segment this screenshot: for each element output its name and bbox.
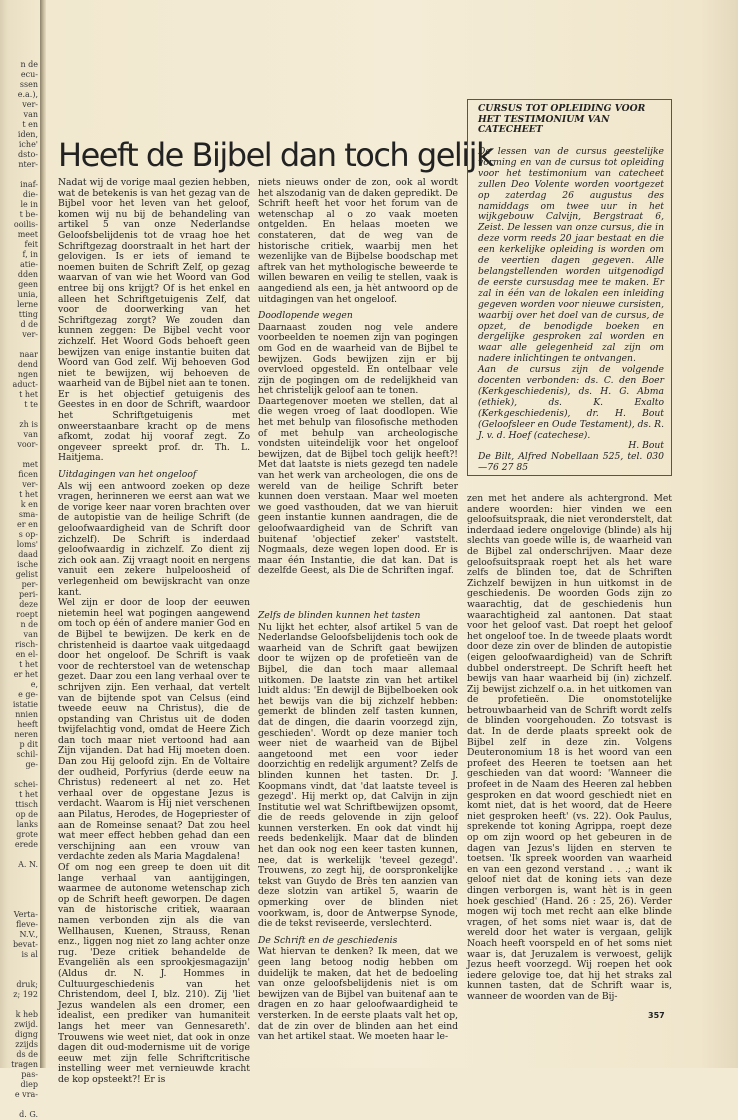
margin-text-fragment [0, 410, 42, 420]
margin-text-fragment: A. N. [18, 860, 38, 869]
margin-text-fragment: gelist [15, 570, 38, 579]
margin-text-fragment: nnien [15, 710, 38, 719]
previous-page-margin-text [0, 60, 42, 1119]
margin-text-fragment: zzijds [15, 1040, 38, 1049]
margin-text-fragment: van [23, 110, 38, 119]
margin-text-fragment: ver- [22, 100, 38, 109]
margin-text-fragment: k en [20, 500, 38, 509]
section-heading: Uitdagingen van het ongeloof [58, 469, 197, 481]
margin-text-fragment: ecu- [20, 70, 38, 79]
margin-text-fragment: ngen [17, 370, 38, 379]
margin-text-fragment: schil- [16, 750, 38, 759]
margin-text-fragment: p dit [19, 740, 38, 749]
margin-text-fragment: feit [24, 240, 38, 249]
margin-text-fragment: van [23, 430, 38, 439]
body-paragraph: Nadat wij de vorige maal gezien hebben, wat de betekenis is van het gezag van de Bijbel voor het leven van het geloof, komen wij nu bij de behandeling van artikel 5 van onze Nederlandse Geloofsbelijdenis tot de vraag hoe het Schriftgezag doorstraalt in het hart der gelovigen. Is er iets of iemand te noemen buiten de Schrift Zelf, op gezag waarvan of van wie het Woord van God entree bij ons krijgt? Of is het enkel en alleen het Schriftgetuigenis Zelf, dat voor de doorwerking van het Schriftgezag zorgt? We zouden dan kunnen zeggen: De Bijbel vecht voor zichzelf. Het Woord Gods behoeft geen bewijzen van enige instantie buiten dat Woord van God zelf. Wij behoeven God niet te bewijzen, wij behoeven de waarheid van de Bijbel niet aan te tonen. Er is het objectief getuigenis des Geestes in en door de Schrift, waardoor het Schriftgetuigenis met onweerstaanbare kracht op de mens afkomt, zodat hij vooraf zegt. Zo ongeveer spreekt prof. dr. Th. L. Haitjema. [58, 177, 250, 464]
announcement-body [478, 147, 664, 474]
margin-text-fragment: t be- [19, 210, 38, 219]
section-heading: Zelfs de blinden kunnen het tasten [258, 610, 421, 621]
margin-text-fragment: lanks [16, 820, 38, 829]
body-paragraph: Wel zijn er door de loop der eeuwen nietemin heel wat pogingen aangewend om toch op één of andere manier God en de Bijbel te bewijzen. De kerk en de christenheid is daartoe vaak uitgedaagd door het ongeloof. De Schrift is vaak voor de rechterstoel van de wetenschap gezet. Daar zou een lang verhaal over te schrijven zijn. Een verhaal, dat vertelt van de bijtende spot van Celsus (eind tweede eeuw na Christus), die de opstanding van Christus uit de doden twijfelachtig vond, omdat de Heere Zich dan toch maar niet vertoond had aan Zijn vijanden. Dat had Hij moeten doen. Dan zou Hij geloofd zijn. En de Voltaire der oudheid, Porfyrius (derde eeuw na Christus) redeneert al net zo. Het verhaal over de opgestane Jezus is verdacht. Waarom is Hij niet verschenen aan Pilatus, Herodes, de Hogepriester of aan de Romeinse senaat? Dat zou heel wat meer effect hebben gehad dan een verschijning aan een vrouw van verdachte zeden als Maria Magdalena! [58, 597, 250, 863]
announcement-signature: H. Bout [628, 440, 664, 452]
margin-text-fragment: t het [19, 390, 38, 399]
margin-text-fragment: roept [16, 610, 38, 619]
margin-text-fragment [0, 880, 42, 890]
margin-text-fragment [0, 1000, 42, 1010]
margin-text-fragment: z; 192 [13, 990, 38, 999]
margin-text-fragment: t het [19, 490, 38, 499]
margin-text-fragment: ssen [19, 80, 38, 89]
margin-text-fragment: grote [16, 830, 38, 839]
margin-text-fragment: nter- [18, 160, 38, 169]
margin-text-fragment [0, 340, 42, 350]
margin-text-fragment [0, 960, 42, 970]
margin-text-fragment: risch- [15, 640, 38, 649]
margin-text-fragment: ver- [22, 480, 38, 489]
margin-text-fragment: ische [16, 560, 38, 569]
margin-text-fragment [0, 770, 42, 780]
page-number: 357 [648, 1011, 665, 1020]
body-paragraph: zen met het andere als achtergrond. Met andere woorden: hier vinden we een geloofsuitspraak, die niet veronderstelt, dat inderdaad iedere ongelovige (blinde) als hij slechts van goede wille is, de waarheid van de Bijbel zal onderschrijven. Maar deze geloofsuitspraak roept het als het ware zelfs de blinden toe, dat de Schriften Zichzelf bewijzen in hun uitkomst in de geschiedenis. De woorden Gods zijn zo waarachtig, dat de geschiedenis hun waarachtigheid zal aantonen. Dat staat voor het geloof vast. Dat roept het geloof het ongeloof toe. In de tweede plaats wordt door deze zin over de blinden de autopistie (eigen geloofwaardigheid) van de Schrift dubbel onderstreept. De Schrift heeft het bewijs van haar waarheid bij (in) zichzelf. Zij bewijst zichzelf o.a. in het uitkomen van de profetieën. Die onomstotelijke betrouwbaarheid van de Schrift wordt zelfs de blinden voorgehouden. Zo totsvast is dat. In de derde plaats spreekt ook de Bijbel zelf in deze zin. Volgens Deuteronomium 18 is het woord van een profeet des Heeren te toetsen aan het geschieden van dat woord: 'Wanneer die profeet in de Naam des Heeren zal hebben gesproken en dat woord geschiedt niet en komt niet, dat is het woord, dat de Heere niet gesproken heeft' (vs. 22). Ook Paulus, sprekende tot koning Agrippa, roept deze op om zijn woord op het gebeuren in de dagen van Jezus's lijden en sterven te toetsen. 'Ik spreek woorden van waarheid en van een gezond verstand . . .; want ik geloof niet dat de koning iets van deze dingen verborgen is, want hèt is in geen hoek geschied' (Hand. 26 : 25, 26). Verder mogen wij toch met recht aan elke blinde vragen, of het soms niet waar is, dat de wereld door het water is vergaan, gelijk Noach heeft voorspeld en of het soms niet waar is, dat Jeruzalem is verwoest, gelijk Jezus heeft voorzegd. Wij roepen het ook iedere gelovige toe, dat hij het straks zal kunnen tasten, dat de Schrift waar is, wanneer de woorden van de Bij- [467, 493, 672, 1002]
margin-text-fragment: peri- [19, 590, 38, 599]
margin-text-fragment: d. G. [19, 1110, 38, 1119]
margin-text-fragment: neren [14, 730, 38, 739]
margin-text-fragment: bevat- [12, 940, 38, 949]
margin-text-fragment: er het [13, 670, 38, 679]
margin-text-fragment: op de [15, 810, 38, 819]
margin-text-fragment: digng [14, 1030, 38, 1039]
article-column-2-top [258, 178, 458, 602]
margin-text-fragment [0, 450, 42, 460]
margin-text-fragment: f, in [22, 250, 38, 259]
margin-text-fragment: e, [30, 680, 38, 689]
margin-text-fragment: dden [17, 270, 38, 279]
announcement-address: De Bilt, Alfred Nobellaan 525, tel. 030—76 27 85 [478, 451, 664, 474]
margin-text-fragment: ficen [18, 470, 38, 479]
margin-text-fragment: erede [14, 840, 38, 849]
margin-text-fragment: e vra- [14, 1090, 38, 1099]
margin-text-fragment: en el- [15, 650, 38, 659]
margin-text-fragment: d de [20, 320, 38, 329]
margin-text-fragment: er en [17, 520, 38, 529]
margin-text-fragment: tting [18, 310, 38, 319]
margin-text-fragment: geen [18, 280, 38, 289]
margin-text-fragment: iche' [18, 140, 38, 149]
margin-text-fragment: n de [20, 60, 38, 69]
body-paragraph: Nu lijkt het echter, alsof artikel 5 van de Nederlandse Geloofsbelijdenis toch ook de waarheid van de Schrift gaat bewijzen door te wijzen op de profetieën van de Bijbel, die dan toch maar allemaal uitkomen. De laatste zin van het artikel luidt aldus: 'En dewijl de Bijbelboeken ook het bewijs van die bij zichzelf hebben: gemerkt de blinden zelf tasten kunnen, dat de dingen, die daarin voorzegd zijn, geschieden'. Wordt op deze manier toch weer niet de waarheid van de Bijbel aangetoond met een voor ieder doorzichtig en redelijk argument? Zelfs de blinden kunnen het tasten. Dr. J. Koopmans vindt, dat 'dat laatste teveel is gezegd'. Hij merkt op, dat Calvijn in zijn Institutie wel wat Schriftbewijzen opsomt, die de reeds gelovende in zijn geloof kunnen versterken. En ook dat vindt hij reeds bedenkelijk. Maar dat de blinden het dan ook nog een keer tasten kunnen, nee, dat is werkelijk 'teveel gezegd'. Trouwens, zo zegt hij, de oorspronkelijke tekst van Guydo de Brès ten aanzien van deze slotzin van artikel 5, waarin de opmerking over de blinden niet voorkwam, is, door de Antwerpse Synode, die de tekst reviseerde, verslechterd. [258, 621, 458, 930]
body-paragraph: Daarnaast zouden nog vele andere voorbeelden te noemen zijn van pogingen om God en de waarheid van de Bijbel te bewijzen. Gods bewijzen zijn er bij overvloed opgesteld. En ontelbaar vele zijn de pogingen om de redelijkheid van het christelijk geloof aan te tonen. [258, 321, 458, 397]
margin-text-fragment: inaf- [20, 180, 38, 189]
margin-text-fragment: voor- [17, 440, 38, 449]
margin-text-fragment: dsto- [18, 150, 38, 159]
margin-text-fragment [0, 900, 42, 910]
announcement-paragraph: Aan de cursus zijn de volgende docenten verbonden: ds. C. den Boer (Kerkgeschiedenis), ds. H. G. Abma (ethiek), ds. K. Exalto (Kerkgeschiedenis), dr. H. Bout (Geloofsleer en Oude Testament), ds. R. J. v. d. Hoef (catechese). [478, 364, 664, 441]
margin-text-fragment: deze [19, 600, 38, 609]
margin-text-fragment: diep [20, 1080, 38, 1089]
margin-text-fragment: pas- [21, 1070, 38, 1079]
margin-text-fragment: loms' [16, 540, 38, 549]
margin-text-fragment: Verta- [13, 910, 38, 919]
article-column-3 [467, 493, 672, 1002]
body-paragraph: Wat hiervan te denken? Ik meen, dat we geen lang betoog nodig hebben om duidelijk te maken, dat het de bedoeling van onze geloofsbelijdenis niet is om bewijzen van de Bijbel van buitenaf aan te dragen en zo haar geloofwaardigheid te versterken. In de eerste plaats valt het op, dat de zin over de blinden aan het eind van het artikel staat. We moeten haar le- [258, 946, 458, 1043]
margin-text-fragment: t het [19, 790, 38, 799]
margin-text-fragment: heeft [17, 720, 38, 729]
margin-text-fragment: aduct- [12, 380, 38, 389]
course-announcement-box [467, 99, 672, 476]
margin-text-fragment: tragen [11, 1060, 38, 1069]
margin-text-fragment: e.a.), [17, 90, 38, 99]
margin-text-fragment: van [23, 630, 38, 639]
margin-text-fragment: s op- [18, 530, 38, 539]
section-heading: De Schrift en de geschiedenis [258, 934, 398, 946]
section-heading: Doodlopende wegen [258, 310, 353, 322]
margin-text-fragment: zh is [19, 420, 38, 429]
margin-text-fragment: lerne [16, 300, 38, 309]
margin-text-fragment: ver- [22, 330, 38, 339]
margin-text-fragment: ds de [16, 1050, 38, 1059]
margin-text-fragment: is al [21, 950, 38, 959]
margin-text-fragment: N.V., [19, 930, 38, 939]
page-fold [40, 0, 46, 1068]
margin-text-fragment: met [22, 460, 38, 469]
article-column-2-bottom [258, 605, 458, 1043]
margin-text-fragment: fleve- [15, 920, 38, 929]
margin-text-fragment: ttisch [15, 800, 38, 809]
margin-text-fragment: daad [18, 550, 38, 559]
margin-text-fragment: schei- [14, 780, 38, 789]
margin-text-fragment: die- [22, 190, 38, 199]
margin-text-fragment [0, 970, 42, 980]
margin-text-fragment [0, 170, 42, 180]
margin-text-fragment: ooilis- [13, 220, 38, 229]
margin-text-fragment: k heb [15, 1010, 38, 1019]
margin-text-fragment: e ge- [18, 690, 38, 699]
margin-text-fragment: dend [17, 360, 38, 369]
margin-text-fragment: t en [22, 120, 38, 129]
margin-text-fragment: t het [19, 660, 38, 669]
body-paragraph: Als wij een antwoord zoeken op deze vragen, herinneren we eerst aan wat we de vorige keer naar voren brachten over de autopistie van de heilige Schrift (de geloofwaardigheid van de Schrift door zichzelf). De Schrift is inderdaad geloofwaardig in zichzelf. Zo dient zij zich ook aan. Zij vraagt nooit en nergens vanuit een zekere hulpeloosheid of verlegenheid om bewijskracht van onze kant. [58, 480, 250, 598]
body-paragraph: Of om nog een greep te doen uit dit lange verhaal van aantijgingen, waarmee de autonome wetenschap zich op de Schrift heeft geworpen. De dagen van de historische critiek, waaraan namen verbonden zijn als die van Wellhausen, Kuenen, Strauss, Renan enz., liggen nog niet zo lang achter onze rug. 'Deze critiek behandelde de Evangeliën als een sprookjesmagazijn' (Aldus dr. N. J. Hommes in Cultuurgeschiedenis van het Christendom, deel I, blz. 210). Zij 'liet Jezus wandelen als een dromer, een idealist, een prediker van humaniteit langs het meer van Gennesareth'. Trouwens wie weet niet, dat ook in onze dagen dit oud-modernisme uit de vorige eeuw met zijn felle Schriftcritische instelling weer met vernieuwde kracht de kop opsteekt?! Er is [58, 862, 250, 1085]
margin-text-fragment: le in [20, 200, 38, 209]
margin-text-fragment [0, 890, 42, 900]
margin-text-fragment: atie- [20, 260, 38, 269]
article-column-1 [58, 177, 250, 1085]
margin-text-fragment: t te [24, 400, 38, 409]
margin-text-fragment: n de [20, 620, 38, 629]
margin-text-fragment: per- [21, 580, 38, 589]
body-paragraph: Daartegenover moeten we stellen, dat al die wegen vroeg of laat doodlopen. Wie het met behulp van filosofische methoden of met behulp van archeologische vondsten uiteindelijk voor het ongeloof bewijzen, dat de Bijbel toch gelijk heeft?! Met dat laatste is niets gezegd ten nadele van het werk van archeologen, die ons de wereld van de heilige Schrift beter kunnen doen verstaan. Maar wel moeten we goed vasthouden, dat we van hieruit geen instantie kunnen aandragen, die de geloofwaardigheid van de Schrift van buitenaf 'objectief zeker' vaststelt. Nogmaals, deze wegen lopen dood. Er is maar één Instantie, die dat kan. Dat is dezelfde Geest, als Die de Schriften ingaf. [258, 395, 458, 577]
margin-text-fragment: druk; [16, 980, 38, 989]
article-headline: Heeft de Bijbel dan toch gelijk [58, 136, 494, 174]
announcement-title: CURSUS TOT OPLEIDING VOOR HET TESTIMONIUM VAN CATECHEET [478, 103, 646, 135]
margin-text-fragment: ge- [25, 760, 38, 769]
margin-text-fragment [0, 850, 42, 860]
margin-text-fragment: zwijd. [14, 1020, 38, 1029]
margin-text-fragment: naar [19, 350, 38, 359]
margin-text-fragment: unia, [17, 290, 38, 299]
margin-text-fragment [0, 1100, 42, 1110]
margin-text-fragment: meet [17, 230, 38, 239]
margin-text-fragment [0, 870, 42, 880]
body-paragraph: niets nieuws onder de zon, ook al wordt het alszodanig van de daken gepredikt. De Schrift heeft het voor het forum van de wetenschap al o zo vaak moeten ontgelden. En helaas moeten we constateren, dat de weg van de historische critiek, waarbij men het wezenlijke van de Bijbelse boodschap met aftrek van het mythologische beweerde te willen bewaren en veilig te stellen, vaak is aangediend als een, ja hèt antwoord op de uitdagingen van het ongeloof. [258, 177, 458, 305]
margin-text-fragment: istatie [12, 700, 38, 709]
announcement-paragraph: De lessen van de cursus geestelijke vorming en van de cursus tot opleiding voor het testimonium van catecheet zullen Deo Volente worden voortgezet op zaterdag 26 augustus des namiddags om twee uur in het wijkgebouw Calvijn, Bergstraat 6, Zeist. De lessen van onze cursus, die in deze vorm reeds 20 jaar bestaat en die een kerkelijke opleiding is worden om de veertien dagen gegeven. Alle belangstellenden worden uitgenodigd de eerste cursusdag mee te maken. Er zal in één van de lokalen een inleiding gegeven worden voor nieuwe cursisten, waarbij over het doel van de cursus, de opzet, de benodigde boeken en dergelijke gesproken zal worden en waar alle gelegenheid zal zijn om nadere inlichtingen te ontvangen. [478, 146, 664, 365]
margin-text-fragment: sma- [18, 510, 38, 519]
margin-text-fragment: iden, [17, 130, 38, 139]
